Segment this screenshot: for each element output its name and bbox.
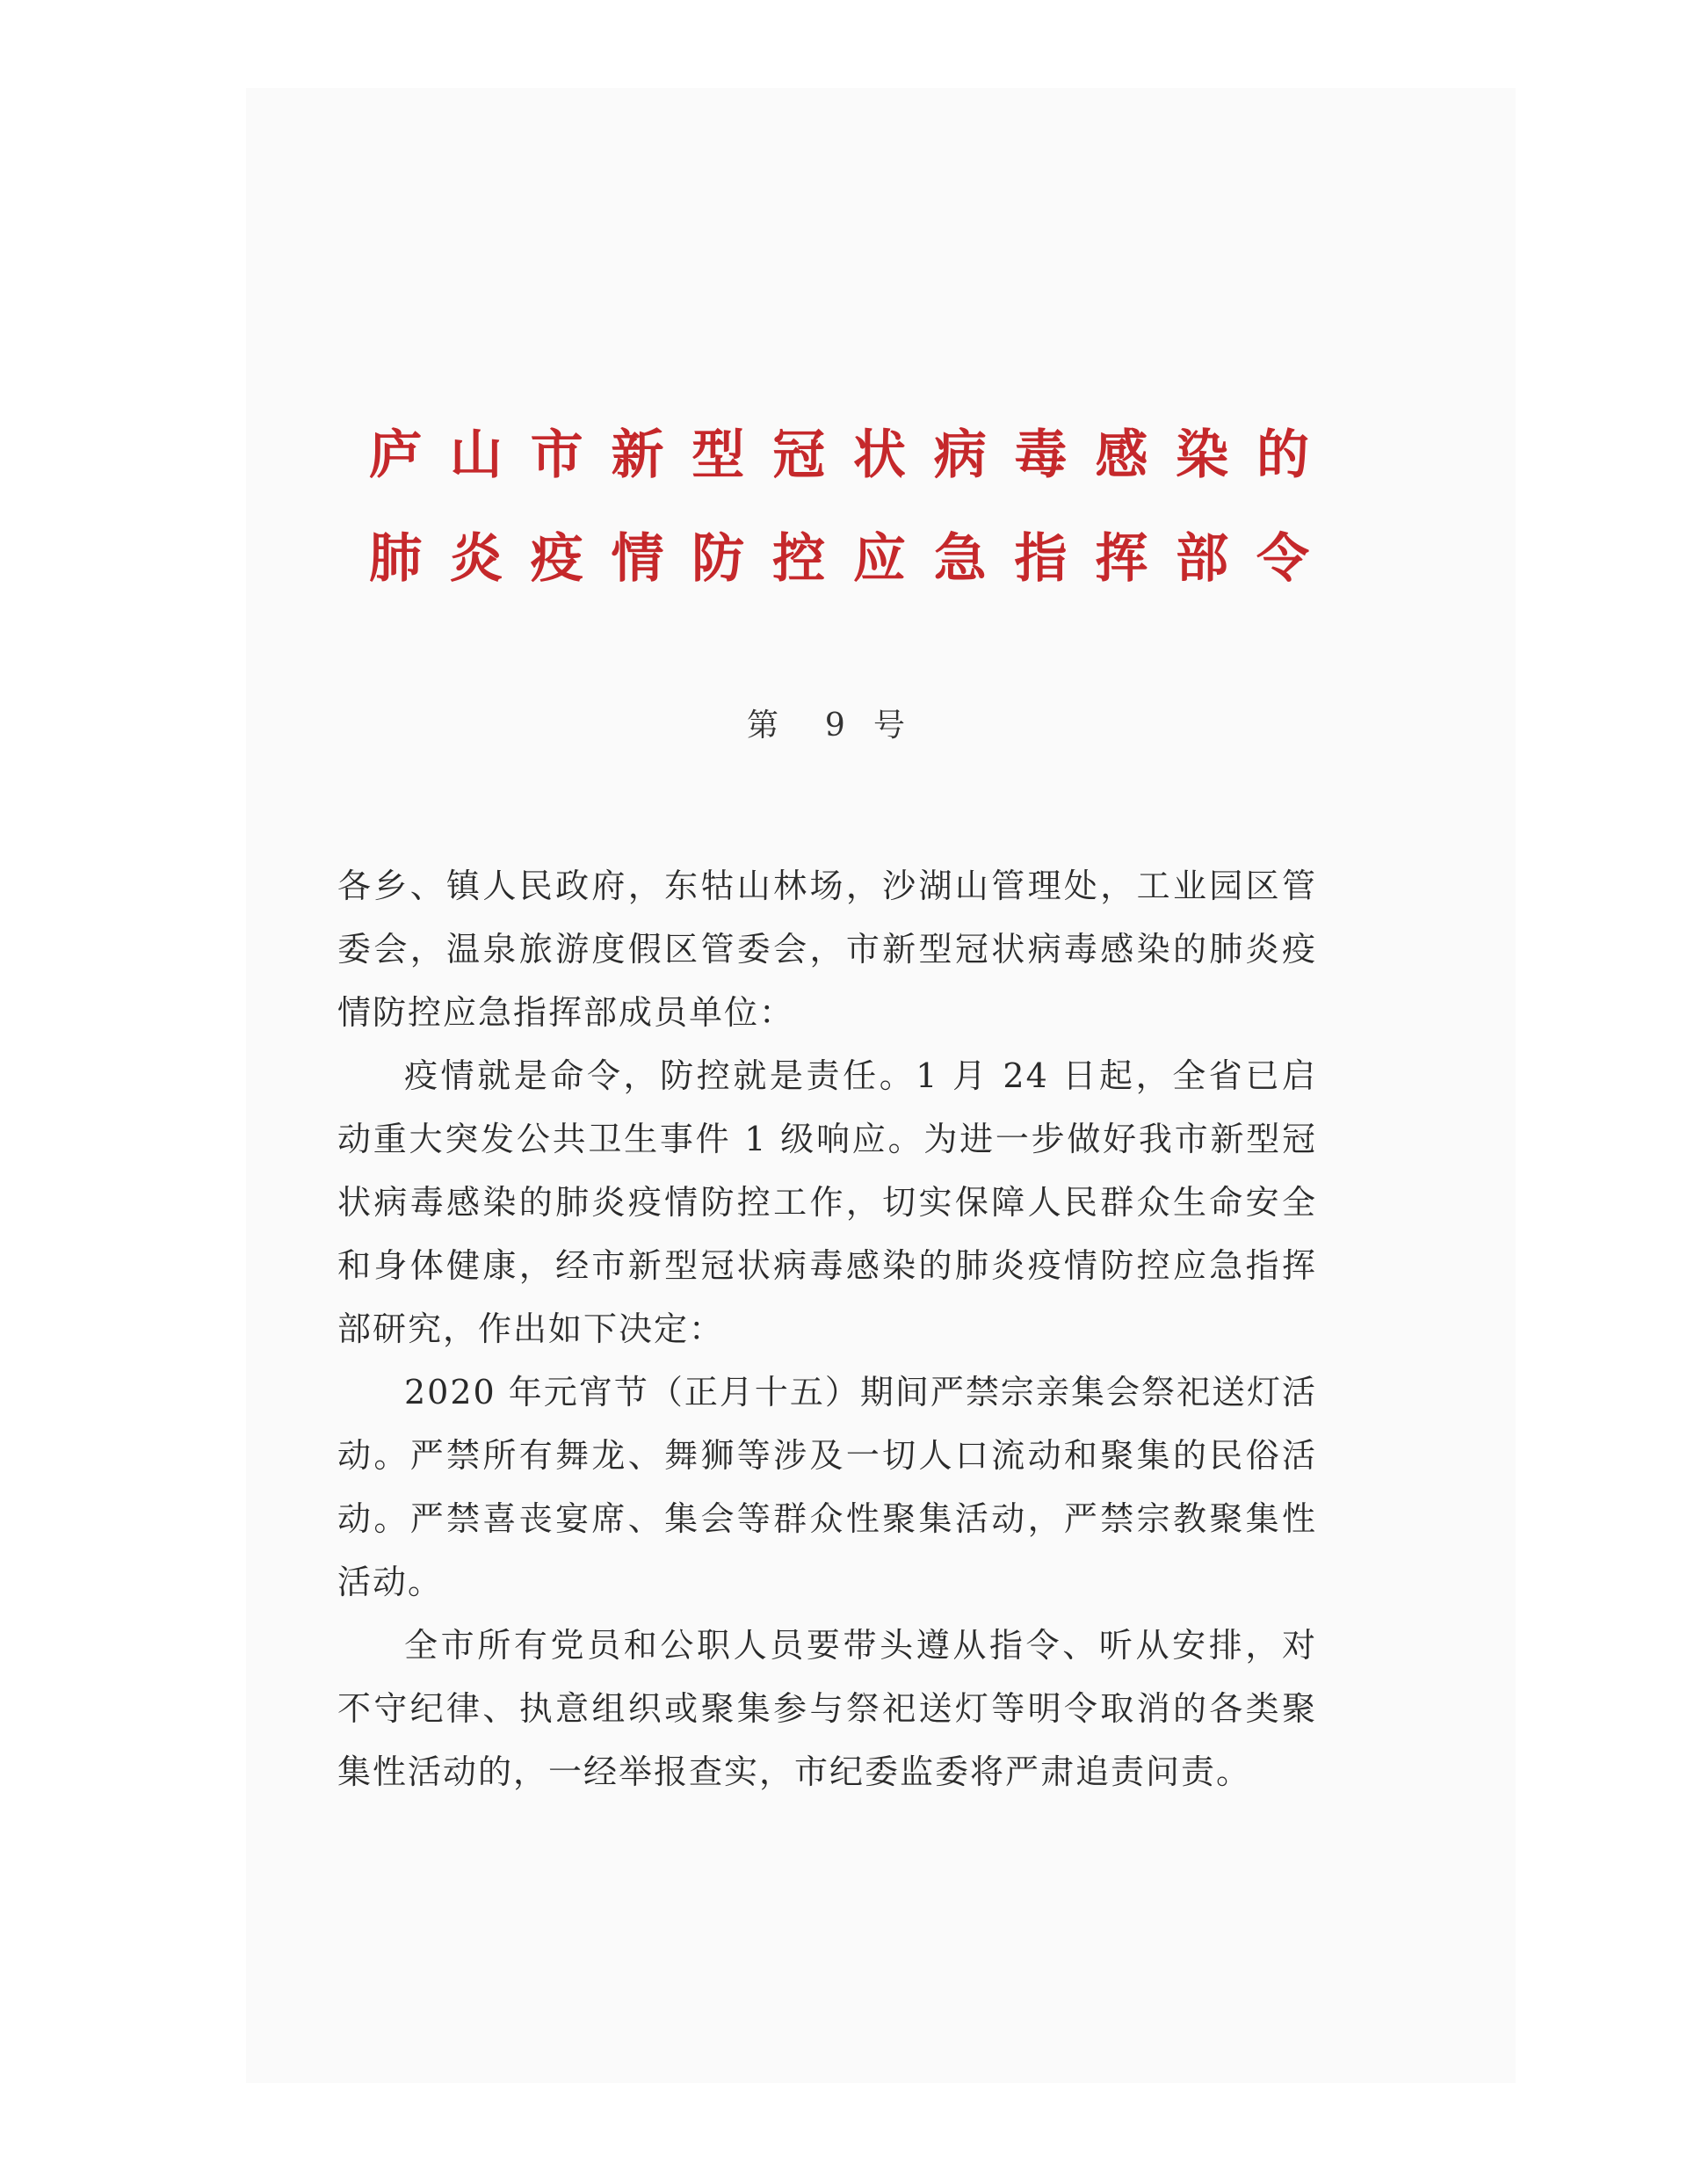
document-title-line-1: 庐山市新型冠状病毒感染的 — [369, 424, 1309, 486]
document-number: 第 9 号 — [747, 707, 905, 744]
body-paragraph-1: 疫情就是命令，防控就是责任。1 月 24 日起，全省已启动重大突发公共卫生事件 1 级响应。为进一步做好我市新型冠状病毒感染的肺炎疫情防控工作，切实保障人民群众生命安全和身体健康，经市新型冠状病毒感染的肺炎疫情防控应急指挥部研究，作出如下决定： — [337, 1056, 1317, 1348]
recipients-paragraph: 各乡、镇人民政府，东牯山林场，沙湖山管理处，工业园区管委会，温泉旅游度假区管委会，市新型冠状病毒感染的肺炎疫情防控应急指挥部成员单位： — [337, 867, 1317, 1032]
document-body — [337, 854, 1317, 1803]
body-paragraph-3: 全市所有党员和公职人员要带头遵从指令、听从安排，对不守纪律、执意组织或聚集参与祭祀送灯等明令取消的各类聚集性活动的，一经举报查实，市纪委监委将严肃追责问责。 — [337, 1626, 1317, 1791]
body-paragraph-2: 2020 年元宵节（正月十五）期间严禁宗亲集会祭祀送灯活动。严禁所有舞龙、舞狮等涉及一切人口流动和聚集的民俗活动。严禁喜丧宴席、集会等群众性聚集活动，严禁宗教聚集性活动。 — [337, 1373, 1317, 1601]
document-title-line-2: 肺炎疫情防控应急指挥部令 — [369, 528, 1309, 590]
